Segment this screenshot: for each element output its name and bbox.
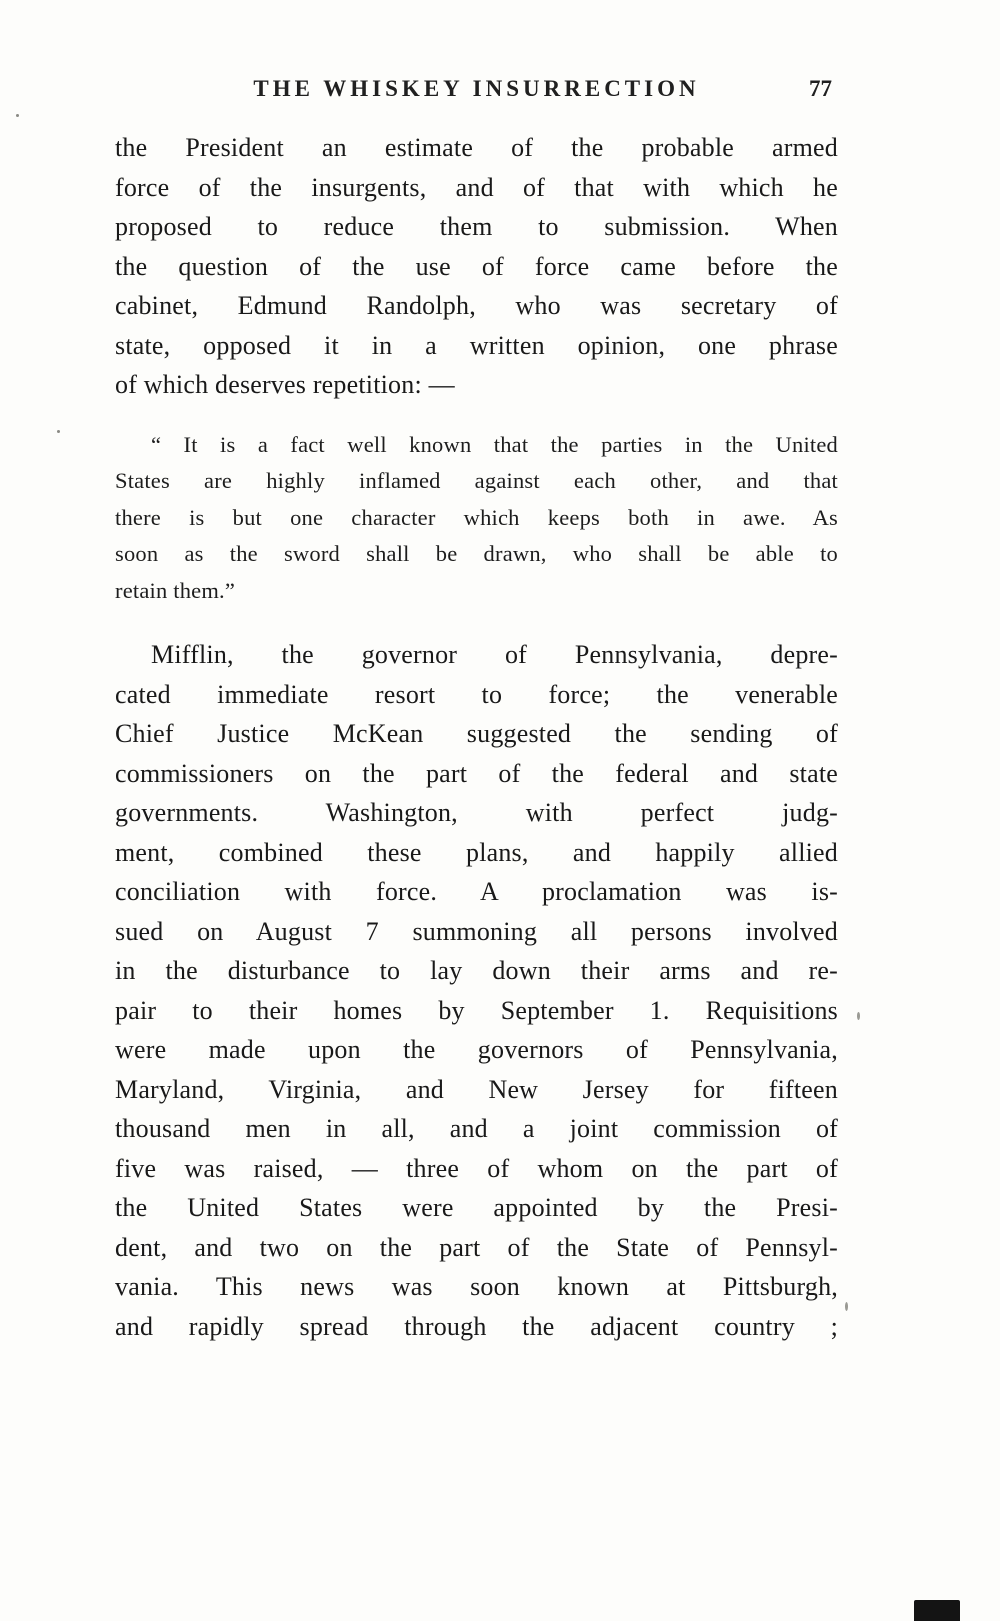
text-line: sued on August 7 summoning all persons involved [115,916,838,946]
text-line: and rapidly spread through the adjacent country ; [115,1311,838,1341]
text-line: in the disturbance to lay down their arms and re- [115,956,838,985]
scan-speck [57,430,60,433]
running-head [115,76,838,108]
text-line: cated immediate resort to force; the venerable [115,679,838,709]
text-line: pair to their homes by September 1. Requisitions [115,995,838,1025]
text-line: States are highly inflamed against each other, and that [115,468,838,493]
text-line: Chief Justice McKean suggested the sending of [115,719,838,748]
text-line: vania. This news was soon known at Pittsburgh, [115,1272,838,1301]
text-line: there is but one character which keeps both in awe. As [115,504,838,530]
text-line: dent, and two on the part of the State of Pennsyl- [115,1232,838,1262]
text-line: governments. Washington, with perfect judg- [115,798,838,827]
page-body [115,128,838,1346]
text-line: retain them.” [115,577,236,603]
text-line: commissioners on the part of the federal and state [115,758,838,788]
page-number: 77 [809,76,832,101]
page-title: THE WHISKEY INSURRECTION [253,76,700,101]
text-line: force of the insurgents, and of that with which he [115,172,838,202]
scan-speck [16,114,19,117]
text-line: “ It is a fact well known that the parties in the United [151,431,838,457]
text-line: thousand men in all, and a joint commission of [115,1114,838,1143]
text-line: the United States were appointed by the Presi- [115,1193,838,1222]
scan-speck [845,1302,848,1311]
text-line: the President an estimate of the probable armed [115,133,838,162]
text-line: state, opposed it in a written opinion, one phrase [115,330,838,360]
text-line: of which deserves repetition: — [115,370,455,399]
text-line: soon as the sword shall be drawn, who shall be able to [115,541,838,566]
scan-artifact [914,1600,960,1621]
body-paragraph [115,635,838,1346]
text-line: proposed to reduce them to submission. When [115,212,838,241]
text-line: ment, combined these plans, and happily allied [115,837,838,867]
text-line: Maryland, Virginia, and New Jersey for fifteen [115,1074,838,1104]
text-line: the question of the use of force came before the [115,251,838,281]
body-paragraph-continued [115,128,838,405]
text-line: Mifflin, the governor of Pennsylvania, depre- [151,640,838,669]
text-line: conciliation with force. A proclamation was is- [115,877,838,906]
block-quote [115,427,838,610]
text-line: were made upon the governors of Pennsylvania, [115,1035,838,1064]
text-line: cabinet, Edmund Randolph, who was secretary of [115,291,838,320]
text-line: five was raised, — three of whom on the part of [115,1153,838,1183]
scan-speck [857,1012,860,1020]
